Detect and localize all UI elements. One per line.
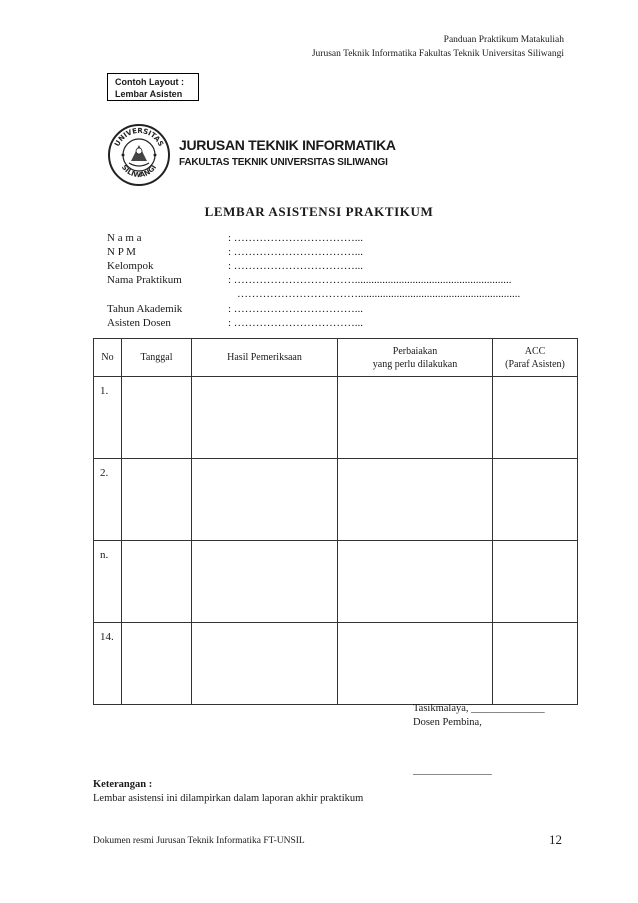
cell-tanggal[interactable] [122,541,192,623]
cell-acc[interactable] [493,377,578,459]
field-label-nama: N a m a [107,232,142,244]
field-value-tahun-akademik: : ……………………………... [228,303,364,315]
field-value-kelompok: : ……………………………... [228,260,364,272]
col-header-no: No [94,339,122,377]
running-header-line2: Jurusan Teknik Informatika Fakultas Teknik Universitas Siliwangi [311,49,564,59]
layout-badge-line2: Lembar Asisten [115,89,183,99]
field-value-nama-praktikum-cont: ……………………………........................................................... [237,288,521,300]
cell-perbaikan[interactable] [338,623,493,705]
field-label-asisten-dosen: Asisten Dosen [107,317,171,329]
note-heading: Keterangan : [93,779,153,790]
field-label-tahun-akademik: Tahun Akademik [107,303,183,315]
col-header-acc: ACC (Paraf Asisten) [493,339,578,377]
seal-bottom-text: SILIWANGI [119,163,159,180]
row-number: n. [94,541,122,623]
field-value-npm: : ……………………………... [228,246,364,258]
layout-badge [107,73,199,101]
table-row [94,623,578,705]
col-header-tanggal: Tanggal [122,339,192,377]
cell-tanggal[interactable] [122,623,192,705]
field-value-nama-praktikum: : ……………………………......................................................... [228,274,512,286]
table-header-row [94,339,578,377]
university-seal-logo [107,123,171,187]
note-text: Lembar asistensi ini dilampirkan dalam laporan akhir praktikum [93,793,364,804]
row-number: 2. [94,459,122,541]
signature-role: Dosen Pembina, [413,717,482,728]
field-value-asisten-dosen: : ……………………………... [228,317,364,329]
cell-hasil[interactable] [192,541,338,623]
signature-line: _______________ [413,765,492,776]
row-number: 14. [94,623,122,705]
cell-acc[interactable] [493,541,578,623]
faculty-name: FAKULTAS TEKNIK UNIVERSITAS SILIWANGI [179,157,388,168]
footer-text: Dokumen resmi Jurusan Teknik Informatika FT-UNSIL [93,836,305,846]
row-number: 1. [94,377,122,459]
document-title: LEMBAR ASISTENSI PRAKTIKUM [204,204,434,219]
cell-perbaikan[interactable] [338,459,493,541]
field-label-nama-praktikum: Nama Praktikum [107,274,182,286]
page-number: 12 [549,832,562,847]
table-row [94,541,578,623]
cell-tanggal[interactable] [122,377,192,459]
cell-perbaikan[interactable] [338,377,493,459]
assistance-table [93,338,578,705]
department-name: JURUSAN TEKNIK INFORMATIKA [179,137,396,153]
cell-acc[interactable] [493,623,578,705]
col-header-hasil-pemeriksaan: Hasil Pemeriksaan [192,339,338,377]
cell-acc[interactable] [493,459,578,541]
field-label-kelompok: Kelompok [107,260,154,272]
field-value-nama: : ……………………………... [228,232,364,244]
layout-badge-line1: Contoh Layout : [115,77,184,87]
cell-hasil[interactable] [192,377,338,459]
seal-top-text: UNIVERSITAS [113,126,165,148]
cell-tanggal[interactable] [122,459,192,541]
cell-hasil[interactable] [192,623,338,705]
cell-hasil[interactable] [192,459,338,541]
col-header-perbaikan: Perbaiakan yang perlu dilakukan [338,339,493,377]
cell-perbaikan[interactable] [338,541,493,623]
table-row [94,377,578,459]
table-row [94,459,578,541]
field-label-npm: N P M [107,246,136,258]
signature-place-date: Tasikmalaya, ______________ [413,703,545,714]
running-header-line1: Panduan Praktikum Matakuliah [443,35,564,45]
